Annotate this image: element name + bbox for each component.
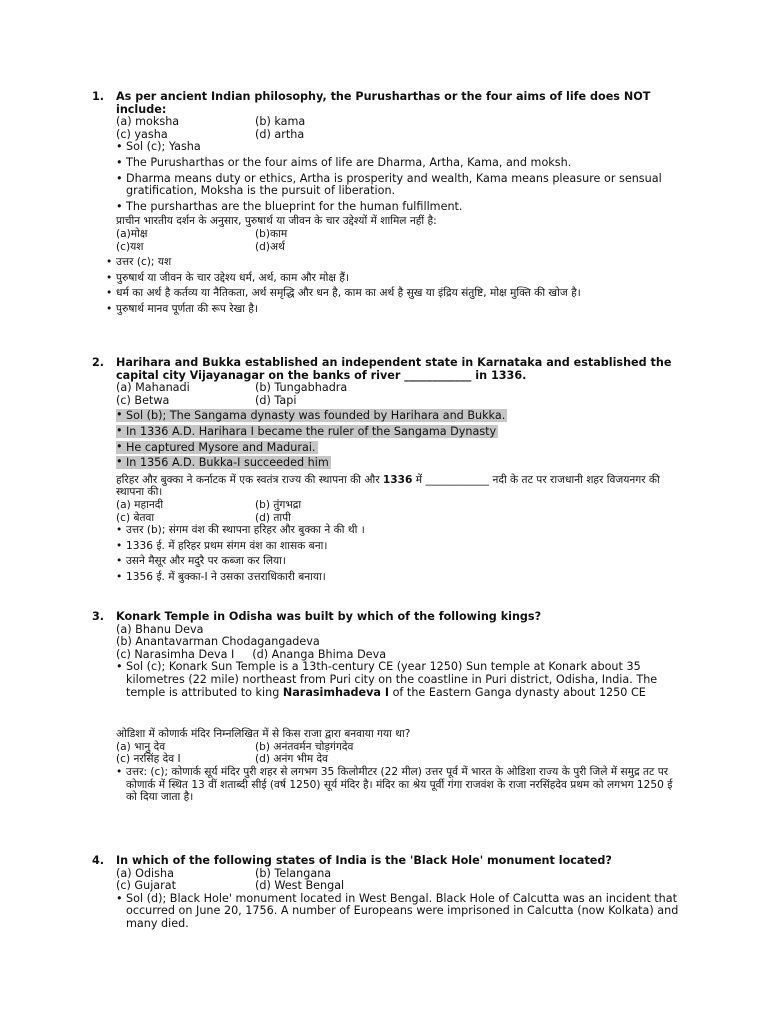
hindi-option-b: (b) अनंतवर्मन चोड़गंगदेव [255,740,354,753]
options [116,624,682,662]
option-b: (b) Anantavarman Chodagangadeva [116,635,320,649]
question-4 [92,855,682,931]
option-c: (c) yasha [116,127,168,141]
option-c: (c) Betwa [116,393,170,407]
hindi-option-a: (a) भानु देव [116,740,166,753]
hindi-bullet: • 1356 ई. में बुक्का-I ने उसका उत्तराधिकारी बनाया। [116,571,682,584]
hindi-question: हरिहर और बुक्का ने कर्नाटक में एक स्वतंत्र राज्य की स्थापना की और 1336 में ____________ नदी के तट पर राजधानी शहर विजयनगर की स्थापना की। [116,473,660,499]
option-c: (c) Gujarat [116,879,177,893]
hindi-options [116,499,682,524]
options [116,868,682,893]
hindi-solution: • उत्तर: (c); कोणार्क सूर्य मंदिर पुरी शहर से लगभग 35 किलोमीटर (22 मील) उत्तर पूर्व में भारत के ओडिशा राज्य के पुरी जिले में समुद्र तट पर कोणार्क में स्थित 13 वीं शताब्दी सीई (वर्ष 1250) सूर्य मंदिर है। मंदिर का श्रेय पूर्वी गंगा राजवंश के राजा नरसिंहदेव प्रथम को लगभग 1250 ई को दिया जाता है। [116,766,682,804]
question-number: 4. [92,854,105,867]
hindi-option-b: (b) तुंगभद्रा [255,498,302,511]
question-title: Harihara and Bukka established an independent state in Karnataka and established the capital city Vijayanagar on the banks of river ____________ in 1336. [116,356,672,382]
option-a: (a) Mahanadi [116,381,190,395]
solution: • Sol (d); Black Hole' monument located in West Bengal. Black Hole of Calcutta was an incident that occurred on June 20, 1756. A number of Europeans were imprisoned in Calcutta (now Kolkata) and many died. [116,893,682,931]
highlighted-bullet: • In 1356 A.D. Bukka-I succeeded him [116,456,331,469]
question-number: 3. [92,610,105,623]
hindi-options [116,741,682,766]
hindi-option-c: (c) नरसिंह देव I [116,753,181,766]
hindi-option-c: (c) बेतवा [116,511,155,524]
hindi-question: ओडिशा में कोणार्क मंदिर निम्नलिखित में से किस राजा द्वारा बनवाया गया था? [116,728,411,741]
options [116,382,682,407]
option-b: (b) Telangana [255,866,332,880]
hindi-options [116,228,682,253]
hindi-bullet: • पुरुषार्थ मानव पूर्णता की रूप रेखा है। [106,303,682,316]
hindi-option-c: (c)यश [116,240,144,253]
hindi-option-b: (b)काम [255,227,288,240]
solution: • Sol (c); Yasha [116,141,682,154]
hindi-option-a: (a) महानदी [116,498,164,511]
hindi-bullet: • धर्म का अर्थ है कर्तव्य या नैतिकता, अर्थ समृद्धि और धन है, काम का अर्थ है सुख या इंद्रिय संतुष्टि, मोक्ष मुक्ति की खोज है। [106,287,682,300]
question-2 [92,357,682,584]
hindi-bullet: • पुरुषार्थ या जीवन के चार उद्देश्य धर्म, अर्थ, काम और मोक्ष हैं। [106,272,682,285]
question-number: 1. [92,90,105,103]
hindi-bullet: • 1336 ई. में हरिहर प्रथम संगम वंश का शासक बना। [116,540,682,553]
option-b: (b) kama [255,115,306,129]
hindi-option-d: (d)अर्थ [255,240,285,253]
question-title: In which of the following states of India is the 'Black Hole' monument located? [116,854,612,867]
option-a: (a) Bhanu Deva [116,622,204,636]
hindi-solution: • उत्तर (b); संगम वंश की स्थापना हरिहर और बुक्का ने की थी । [116,524,682,537]
option-a: (a) moksha [116,115,180,129]
option-b: (b) Tungabhadra [255,381,348,395]
option-d: (d) Tapi [255,393,297,407]
question-title: Konark Temple in Odisha was built by which of the following kings? [116,610,542,623]
question-1 [92,91,682,316]
hindi-bullet: • उसने मैसूर और मदुरै पर कब्जा कर लिया। [116,555,682,568]
option-a: (a) Odisha [116,866,174,880]
option-d: (d) artha [255,127,305,141]
option-c-and-d: (c) Narasimha Deva I (d) Ananga Bhima Deva [116,647,387,661]
explanation-bullet: • The Purusharthas or the four aims of life are Dharma, Artha, Kama, and moksh. [116,157,682,170]
hindi-solution: • उत्तर (c); यश [106,256,682,269]
highlighted-solution: • Sol (b); The Sangama dynasty was founded by Harihara and Bukka. [116,409,507,422]
hindi-question: प्राचीन भारतीय दर्शन के अनुसार, पुरुषार्थ या जीवन के चार उद्देश्यों में शामिल नहीं है: [116,215,437,228]
options [116,116,682,141]
highlighted-bullet: • He captured Mysore and Madurai. [116,441,318,454]
highlighted-bullet: • In 1336 A.D. Harihara I became the ruler of the Sangama Dynasty [116,425,498,438]
option-d: (d) West Bengal [255,879,345,893]
question-3 [92,611,682,804]
question-title: As per ancient Indian philosophy, the Purusharthas or the four aims of life does NOT include: [116,90,651,116]
explanation-bullet: • The pursharthas are the blueprint for the human fulfillment. [116,201,682,214]
hindi-option-d: (d) तापी [255,511,291,524]
hindi-option-a: (a)मोक्ष [116,227,148,240]
explanation-bullet: • Dharma means duty or ethics, Artha is prosperity and wealth, Kama means pleasure or sensual gratification, Moksha is the pursuit of liberation. [116,173,682,198]
hindi-option-d: (d) अनंग भीम देव [255,753,329,766]
question-number: 2. [92,356,105,369]
solution: • Sol (c); Konark Sun Temple is a 13th-century CE (year 1250) Sun temple at Konark about 35 kilometres (22 mile) northeast from Puri city on the coastline in Puri district, Odisha, India. The temple is attributed to king Narasimhadeva I of the Eastern Ganga dynasty about 1250 CE [116,661,682,699]
